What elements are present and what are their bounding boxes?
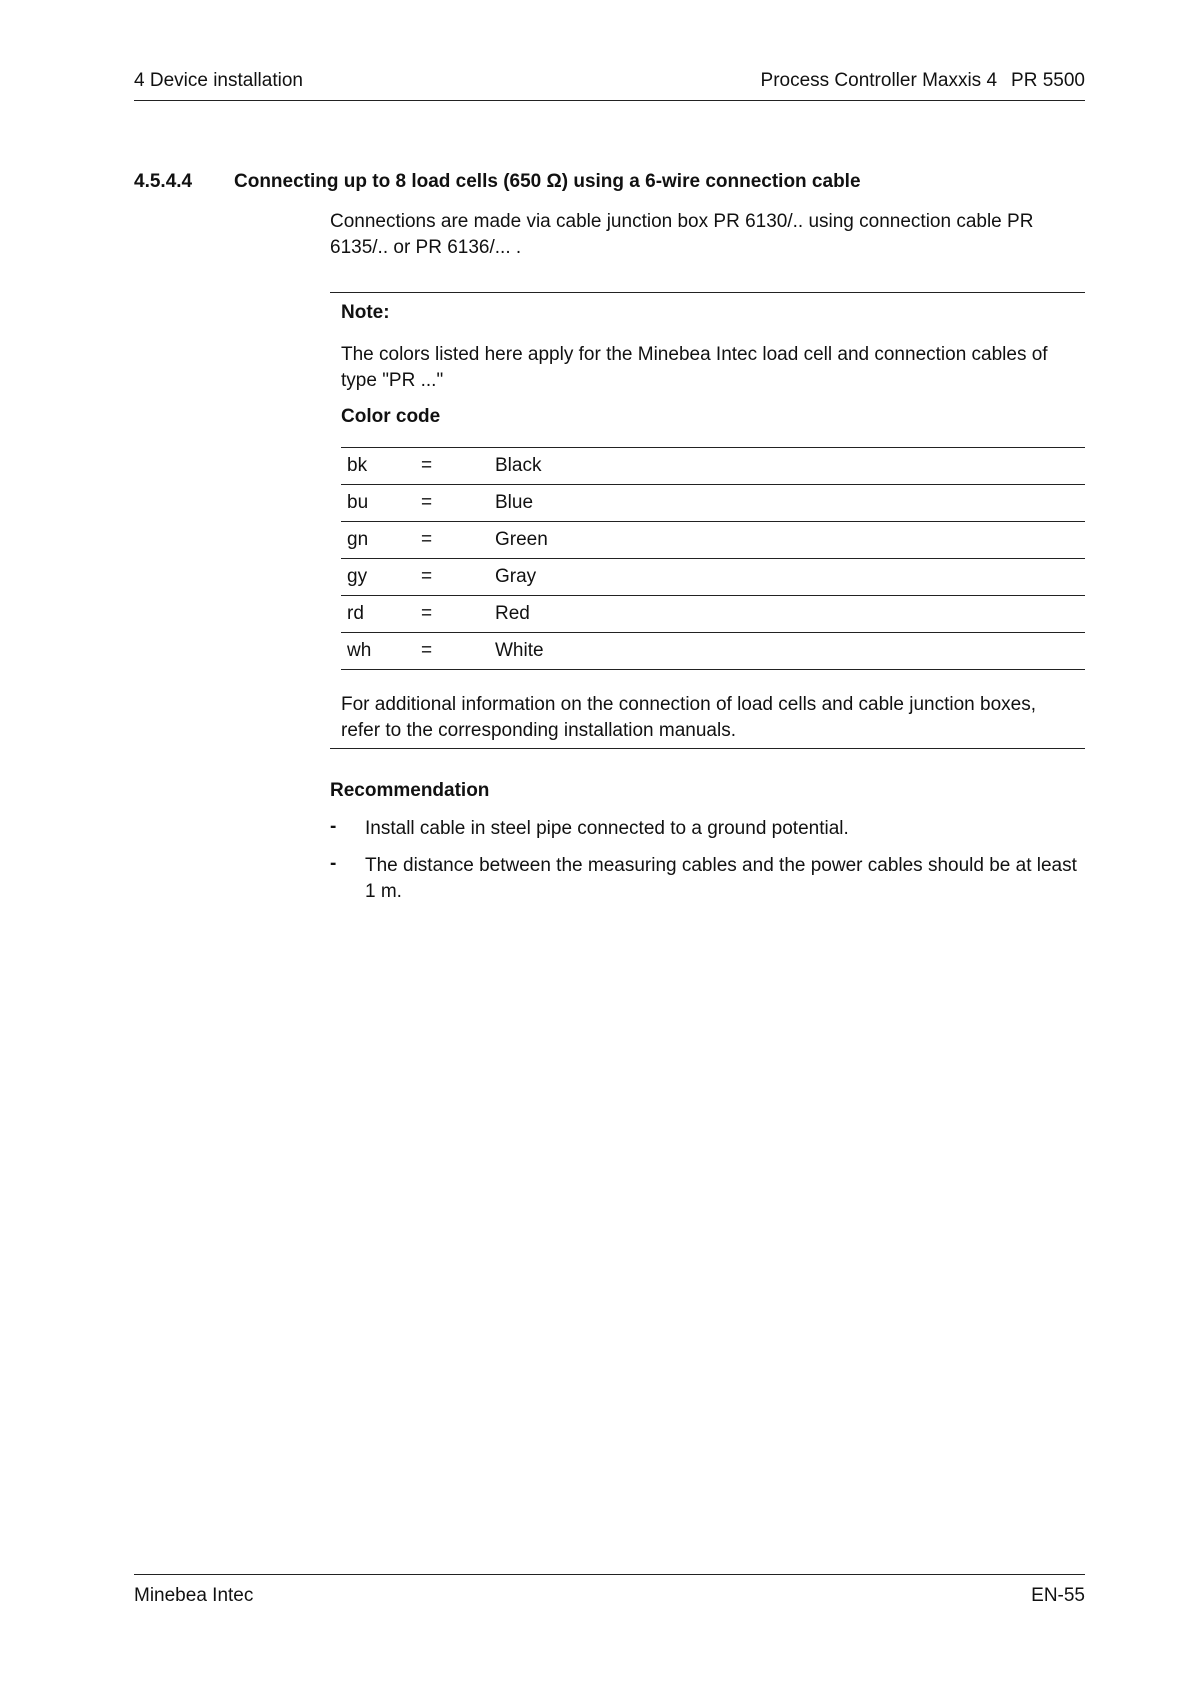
equals-sign: =: [421, 485, 495, 522]
list-item-dash: -: [330, 816, 337, 837]
color-name: Gray: [495, 559, 1085, 596]
table-row: [341, 633, 1085, 670]
running-header-chapter: 4 Device installation: [134, 70, 303, 91]
equals-sign: =: [421, 559, 495, 596]
list-item: The distance between the measuring cables and the power cables should be at least 1 m.: [365, 855, 1077, 902]
color-abbr: gn: [341, 522, 421, 559]
page-number: EN-55: [1031, 1585, 1085, 1606]
section-intro: Connections are made via cable junction box PR 6130/.. using connection cable PR 6135/.. or PR 6136/... .: [330, 211, 1034, 258]
header-rule: [134, 100, 1085, 101]
equals-sign: =: [421, 448, 495, 485]
color-abbr: bu: [341, 485, 421, 522]
note-footer-text: For additional information on the connection of load cells and cable junction boxes, refer to the corresponding installation manuals.: [341, 694, 1036, 741]
running-header-product: [761, 70, 1085, 92]
footer-rule: [134, 1574, 1085, 1575]
color-abbr: rd: [341, 596, 421, 633]
color-name: Green: [495, 522, 1085, 559]
table-row: [341, 596, 1085, 633]
color-name: Blue: [495, 485, 1085, 522]
table-row: [341, 559, 1085, 596]
product-name: Process Controller Maxxis 4: [760, 70, 998, 91]
color-code-title: Color code: [341, 406, 441, 427]
equals-sign: =: [421, 522, 495, 559]
color-name: Red: [495, 596, 1085, 633]
list-item-dash: -: [330, 853, 337, 874]
note-title: Note:: [341, 302, 390, 323]
equals-sign: =: [421, 596, 495, 633]
table-row: [341, 522, 1085, 559]
color-name: White: [495, 633, 1085, 670]
equals-sign: =: [421, 633, 495, 670]
note-text: The colors listed here apply for the Minebea Intec load cell and connection cables of type "PR ...": [341, 344, 1048, 391]
table-row: [341, 485, 1085, 522]
section-number: 4.5.4.4: [134, 171, 193, 192]
product-model: PR 5500: [1011, 70, 1085, 91]
color-code-table: [341, 447, 1085, 670]
list-item: Install cable in steel pipe connected to a ground potential.: [365, 818, 849, 839]
recommendation-title: Recommendation: [330, 780, 490, 801]
note-top-rule: [330, 292, 1085, 293]
color-abbr: bk: [341, 448, 421, 485]
color-name: Black: [495, 448, 1085, 485]
footer-company: Minebea Intec: [134, 1585, 254, 1606]
section-title: Connecting up to 8 load cells (650 Ω) using a 6-wire connection cable: [234, 171, 861, 192]
note-bottom-rule: [330, 748, 1085, 749]
color-abbr: gy: [341, 559, 421, 596]
table-row: [341, 448, 1085, 485]
color-abbr: wh: [341, 633, 421, 670]
